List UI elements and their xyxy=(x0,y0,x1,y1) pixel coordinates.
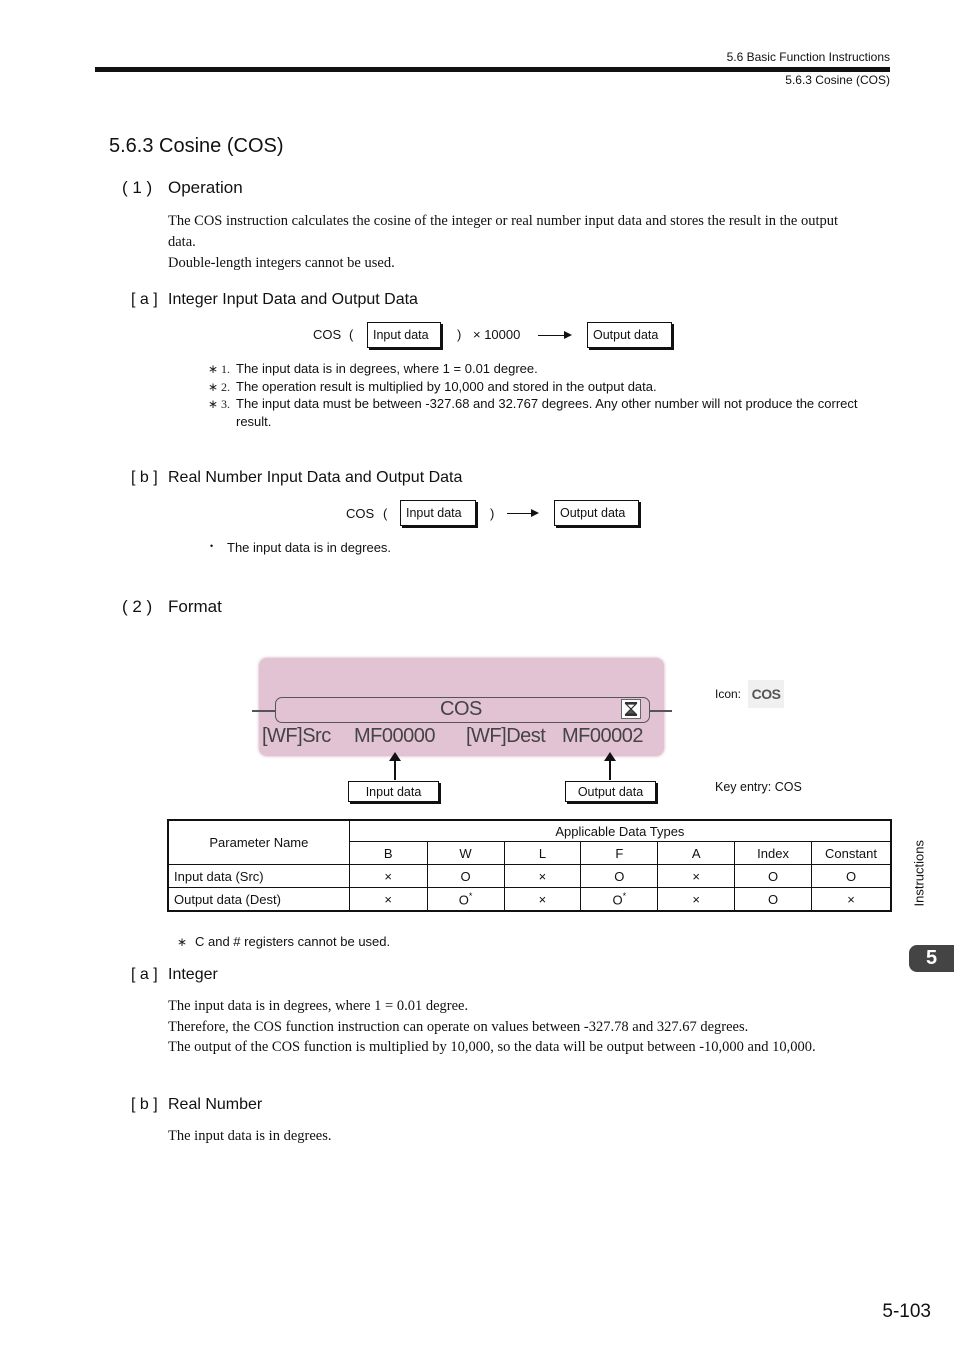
func-block-name: COS xyxy=(440,698,482,720)
integer-num: [ a ] xyxy=(131,966,158,983)
table-row xyxy=(169,888,891,911)
diagram-a-func: COS xyxy=(313,327,342,342)
table-cell: O* xyxy=(427,888,504,911)
sub-b-num: [ b ] xyxy=(131,469,158,486)
side-tab-label: Instructions xyxy=(911,840,927,907)
col-header: A xyxy=(658,842,735,865)
table-cell: × xyxy=(349,865,427,888)
real-line: The input data is in degrees. xyxy=(168,1128,332,1144)
integer-heading: Integer xyxy=(168,966,218,983)
diagram-a-input-box xyxy=(367,322,441,348)
table-cell: O xyxy=(581,865,658,888)
output-callout-box xyxy=(565,781,656,802)
diagram-b-input-label: Input data xyxy=(406,506,462,520)
diagram-a-open-paren: ( xyxy=(349,327,354,342)
data-types-table xyxy=(168,820,891,911)
real-heading: Real Number xyxy=(168,1096,263,1113)
diagram-a-multiplier: × 10000 xyxy=(473,327,521,342)
output-callout-label: Output data xyxy=(577,784,644,799)
table-cell: O* xyxy=(581,888,658,911)
integer-line: The input data is in degrees, where 1 = 0.01 degree. xyxy=(168,998,469,1014)
bullet-icon: • xyxy=(210,541,214,551)
table-cell: × xyxy=(504,865,581,888)
diagram-b-open-paren: ( xyxy=(383,506,388,521)
table-cell: O xyxy=(427,865,504,888)
note-3-line1: The input data must be between -327.68 and 32.767 degrees. Any other number will not produce the correct xyxy=(236,396,858,411)
real-num: [ b ] xyxy=(131,1096,158,1113)
diagram-a-output-box xyxy=(587,322,672,348)
table-cell: × xyxy=(504,888,581,911)
format-heading: Format xyxy=(168,597,222,616)
note-2-mark: ∗ 2. xyxy=(208,380,231,394)
func-dest-value[interactable]: MF00002 xyxy=(562,725,643,747)
input-callout-label: Input data xyxy=(365,784,422,799)
table-cell: O xyxy=(812,865,891,888)
sub-a-num: [ a ] xyxy=(131,291,158,308)
footnote-text: C and # registers cannot be used. xyxy=(195,934,391,949)
table-cell: × xyxy=(658,865,735,888)
col-header: L xyxy=(504,842,581,865)
sub-b-heading: Real Number Input Data and Output Data xyxy=(168,469,463,486)
integer-line: The output of the COS function is multiplied by 10,000, so the data will be output between -10,000 and 10,000. xyxy=(168,1039,816,1055)
page-title: 5.6.3 Cosine (COS) xyxy=(109,135,284,157)
operation-heading: Operation xyxy=(168,178,243,197)
note-2-text: The operation result is multiplied by 10,000 and stored in the output data. xyxy=(236,379,657,394)
hourglass-icon xyxy=(621,699,641,719)
page-number: 5-103 xyxy=(882,1301,931,1322)
header-section: 5.6 Basic Function Instructions xyxy=(726,50,890,64)
diagram-b-func: COS xyxy=(346,506,375,521)
integer-paragraph xyxy=(168,996,888,1058)
func-right-connector xyxy=(650,710,672,712)
diagram-a-output-label: Output data xyxy=(593,328,659,342)
table-cell: O xyxy=(735,865,812,888)
func-src-value[interactable]: MF00000 xyxy=(354,725,435,747)
func-dest-label: [WF]Dest xyxy=(466,725,546,747)
input-callout-box xyxy=(348,781,439,802)
operation-heading-num: ( 1 ) xyxy=(122,178,153,197)
applicable-types-header: Applicable Data Types xyxy=(349,821,890,842)
col-header: Index xyxy=(735,842,812,865)
diagram-b-output-label: Output data xyxy=(560,506,626,520)
operation-para1-line1: The COS instruction calculates the cosine of the integer or real number input data and stores the result in the output xyxy=(168,213,839,229)
note-1-text: The input data is in degrees, where 1 = 0.01 degree. xyxy=(236,361,538,376)
operation-paragraph xyxy=(168,211,888,274)
input-callout-arrow xyxy=(394,760,396,780)
note-1-mark: ∗ 1. xyxy=(208,362,231,376)
footnote-ref: * xyxy=(468,890,473,901)
footnote-ref: * xyxy=(622,890,627,901)
side-tab-number[interactable]: 5 xyxy=(909,945,954,972)
icon-label: Icon: xyxy=(715,687,742,701)
table-cell: × xyxy=(658,888,735,911)
func-left-connector xyxy=(252,710,276,712)
operation-para1-line2: data. xyxy=(168,234,196,250)
table-header-row xyxy=(169,821,891,842)
diagram-b-input-box xyxy=(400,500,476,526)
diagram-b-arrow xyxy=(507,513,537,514)
operation-para2: Double-length integers cannot be used. xyxy=(168,255,395,271)
table-row xyxy=(169,865,891,888)
header-rule xyxy=(95,67,890,72)
sub-b-note: The input data is in degrees. xyxy=(227,540,392,555)
col-header: F xyxy=(581,842,658,865)
note-3-line2: result. xyxy=(236,414,272,429)
func-src-label: [WF]Src xyxy=(262,725,331,747)
footnote-mark: ∗ xyxy=(177,935,188,949)
header-subsection: 5.6.3 Cosine (COS) xyxy=(785,73,890,87)
diagram-a-input-label: Input data xyxy=(373,328,429,342)
note-3-text xyxy=(236,395,896,431)
cos-icon-text: COS xyxy=(751,686,781,702)
col-header: B xyxy=(349,842,427,865)
table-cell: × xyxy=(812,888,891,911)
row-name: Input data (Src) xyxy=(169,865,350,888)
row-name: Output data (Dest) xyxy=(169,888,350,911)
sub-a-heading: Integer Input Data and Output Data xyxy=(168,291,418,308)
table-cell: O xyxy=(735,888,812,911)
diagram-a-arrow xyxy=(538,335,570,336)
output-callout-arrow xyxy=(609,760,611,780)
col-header: W xyxy=(427,842,504,865)
diagram-a-close-paren: ) xyxy=(457,327,462,342)
note-3-mark: ∗ 3. xyxy=(208,397,231,411)
cos-toolbar-icon[interactable] xyxy=(748,680,784,708)
col-header: Constant xyxy=(812,842,891,865)
key-entry: Key entry: COS xyxy=(715,780,802,794)
diagram-b-close-paren: ) xyxy=(490,506,495,521)
param-name-header: Parameter Name xyxy=(169,821,350,865)
table-cell: × xyxy=(349,888,427,911)
integer-line: Therefore, the COS function instruction can operate on values between -327.78 and 327.67 degrees. xyxy=(168,1018,749,1035)
format-heading-num: ( 2 ) xyxy=(122,597,153,616)
diagram-b-output-box xyxy=(554,500,639,526)
